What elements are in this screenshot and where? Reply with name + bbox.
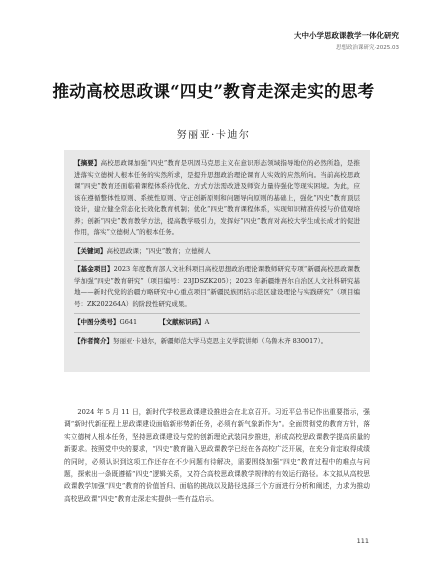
running-header [294,30,399,51]
keywords-text: 高校思政课；“四史”教育；立德树人 [106,246,211,255]
author-info-text: 努丽亚·卡迪尔，新疆师范大学马克思主义学院讲师（乌鲁木齐 830017）。 [113,336,328,345]
keywords-label: 【关键词】 [74,246,107,255]
keywords-section [74,246,360,258]
journal-issue: 思想政治课研究·2025.03 [336,45,399,51]
class-value: G641 [119,318,138,326]
fund-section [74,264,360,310]
doc-label: 【文献标识码】 [159,318,205,326]
divider [74,332,360,333]
author-name: 努丽亚·卡迪尔 [176,130,251,141]
classification-row [74,317,360,329]
divider [74,242,360,243]
abstract-section [74,158,360,239]
page-number: 111 [356,537,369,545]
journal-name: 大中小学思政课教学一体化研究 [294,31,399,40]
fund-label: 【基金项目】 [74,265,114,273]
author-info-section [74,336,360,348]
abstract-label: 【摘要】 [74,159,101,167]
doc-value: A [204,318,210,326]
body-paragraph: 2024 年 5 月 11 日，新时代学校思政课建设推进会在北京召开。习近平总书记作出重要指示，强调“新时代新征程上思政课建设面临新形势新任务，必须有新气象新作为”。全面贯彻党的教育方针，落实立德树人根本任务，坚持思政课建设与党的创新理论武装同步推进，形成高校思政课教学提高质量的新要求。按照党中央的要求，“四史”教育融入思政课教学已经在各高校广泛开展，在充分肯定取得成绩的同时，必须认识到这项工作还存在不少问题有待解决，需要围绕加强“四史”教育过程中的难点与问题，探索出一条既遵循“四史”逻辑关系，又符合高校思政课教学规律的有效运行路径。本文拟从高校思政课教学加强“四史”教育的价值旨归、面临的挑战以及路径选择三个方面进行分析和阐述，力求为推动高校思政课“四史”教育走深走实提供一些有益启示。 [64,408,370,503]
abstract-box [64,150,370,372]
article-title: 推动高校思政课“四史”教育走深走实的思考 [52,82,375,101]
abstract-text: 高校思政课加强“四史”教育是巩固马克思主义在意识形态领域指导地位的必然所趋，是推进落实立德树人根本任务的实然所求，是提升思想政治理论课育人实效的应然所向。当前高校思政课“四史”教育还面临着课程体系待优化、方式方法需改进及师资力量待强化等现实困境。为此，应该在遵循整体性原则、系统性原则、守正创新原则和问题导向原则的基础上，强化“四史”教育顶层设计，建立健全常态化长效化教育机制；优化“四史”教育课程体系，实现知识精准传授与价值观培养；创新“四史”教育教学方法，提高教学吸引力，发挥好“四史”教育对高校大学生成长成才的促进作用，落实“立德树人”的根本任务。 [74,159,360,236]
class-label: 【中图分类号】 [74,318,120,326]
fund-text: 2023 年度教育部人文社科项目高校思想政治理论课教师研究专项“新疆高校思政课教学加强“四史”教育研究”（项目编号：23JDSZK205）；2023 年新疆维吾尔自治区人文社科研究基地——新时代党的治疆方略研究中心重点项目“新疆民族团结示范区建设理论与实践研究”（项目编号：ZK202264A）的阶段性研究成果。 [74,265,361,308]
divider [74,313,360,314]
divider [74,260,360,261]
author-info-label: 【作者简介】 [74,336,113,345]
